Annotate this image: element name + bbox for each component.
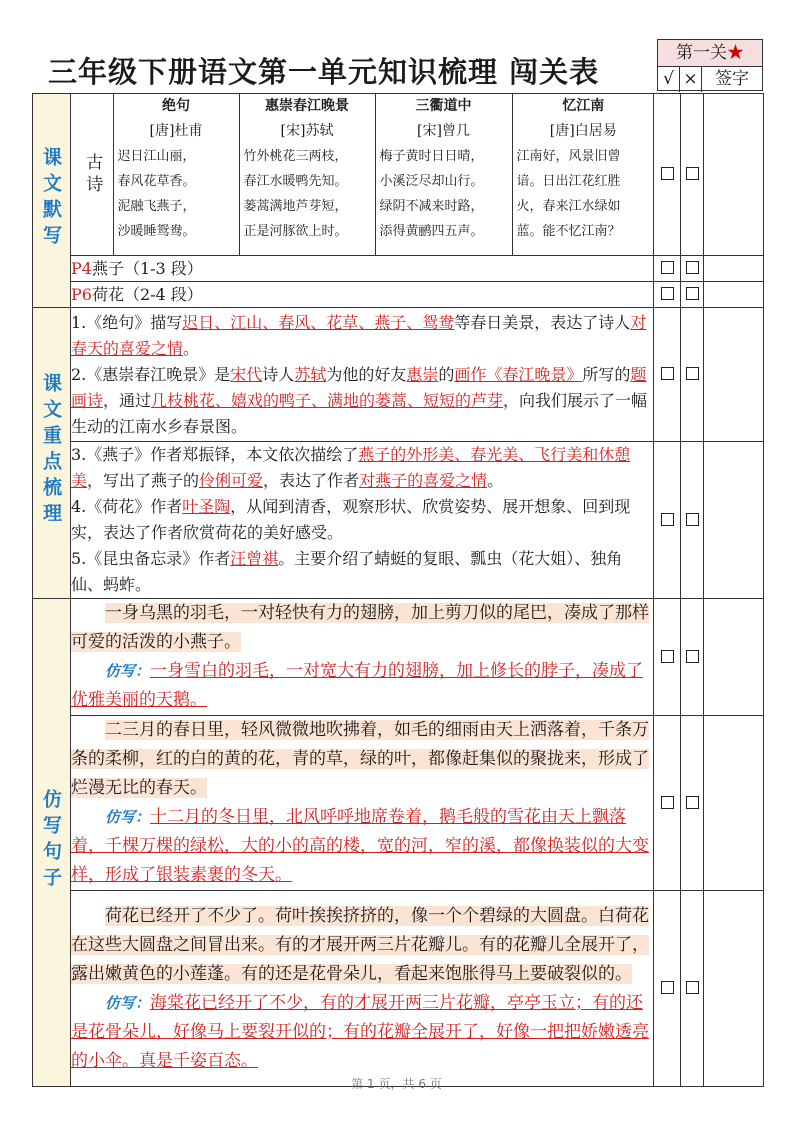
poem-4: 忆江南 [唐]白居易 江南好，风景旧曾 谙。日出江花红胜 火，春来江水绿如 蓝。能不忆江南？	[516, 98, 621, 239]
section-key-points: 课文重点梳理	[33, 308, 71, 599]
checkbox[interactable]	[686, 513, 699, 526]
points-cell-1	[71, 308, 654, 442]
stage-label: 第一关★	[658, 40, 762, 67]
check-wrong[interactable]	[681, 256, 704, 282]
point-3: 3.《燕子》作者郑振铎，本文依次描绘了燕子的外形美、春光美、飞行美和休憩美，写出了燕子的伶俐可爱，表达了作者对燕子的喜爱之情。	[71, 445, 631, 490]
original-sentence: 一身乌黑的羽毛，一对轻快有力的翅膀，加上剪刀似的尾巴，凑成了那样可爱的活泼的小燕子。	[71, 603, 649, 652]
page-title: 三年级下册语文第一单元知识梳理 闯关表	[48, 55, 600, 89]
checkbox[interactable]	[686, 796, 699, 809]
check-wrong[interactable]	[681, 442, 704, 599]
check-wrong[interactable]	[681, 282, 704, 308]
checkbox[interactable]	[661, 367, 674, 380]
poem-1: 绝句 [唐]杜甫 迟日江山丽， 春风花草香。 泥融飞燕子， 沙暖睡鸳鸯。	[113, 94, 239, 255]
checkbox[interactable]	[661, 650, 674, 663]
poem-2: 惠崇春江晚景 [宋]苏轼 竹外桃花三两枝， 春江水暖鸭先知。 蒌蒿满地芦芽短， 正是河豚欲上时。	[239, 94, 375, 255]
checkbox[interactable]	[686, 261, 699, 274]
original-sentence: 二三月的春日里，轻风微微地吹拂着，如毛的细雨由天上洒落着，千条万条的柔柳，红的白的黄的花，青的草，绿的叶，都像赶集似的聚拢来，形成了烂漫无比的春天。	[71, 720, 649, 798]
check-right[interactable]	[654, 891, 681, 1087]
checkbox[interactable]	[686, 367, 699, 380]
imitation-answer: 仿写：海棠花已经开了不少，有的才展开两三片花瓣，亭亭玉立；有的还是花骨朵儿，好像马上要裂开似的；有的花瓣全展开了，好像一把把娇嫩透亮的小伞。真是千姿百态。	[71, 992, 649, 1071]
sign-header: 签字	[715, 69, 749, 89]
check-wrong[interactable]	[681, 599, 704, 716]
point-2: 2.《惠崇春江晚景》是宋代诗人苏轼为他的好友惠崇的画作《春江晚景》所写的题画诗，通过几枝桃花、嬉戏的鸭子、满地的蒌蒿、短短的芦芽，向我们展示了一幅生动的江南水乡春景图。	[71, 364, 648, 436]
checklist-table	[32, 93, 764, 1087]
recite-row-1: P4燕子（1-3 段）	[71, 256, 654, 282]
check-wrong[interactable]	[681, 716, 704, 891]
gushi-label: 古诗	[71, 94, 113, 255]
check-right[interactable]	[654, 442, 681, 599]
check-wrong[interactable]	[681, 891, 704, 1087]
checkbox[interactable]	[686, 650, 699, 663]
wrong-header: ×	[680, 67, 702, 92]
check-wrong[interactable]	[681, 308, 704, 442]
point-5: 5.《昆虫备忘录》作者汪曾祺。主要介绍了蜻蜓的复眼、瓢虫（花大姐）、独角仙、蚂蚱。	[71, 549, 623, 594]
imitation-1	[71, 599, 654, 716]
check-right[interactable]	[654, 256, 681, 282]
point-4: 4.《荷花》作者叶圣陶，从闻到清香，观察形状、欣赏姿势、展开想象、回到现实，表达了作者欣赏荷花的美好感受。	[71, 497, 631, 542]
right-header: √	[658, 67, 680, 92]
checkbox[interactable]	[661, 261, 674, 274]
checkbox[interactable]	[661, 167, 674, 180]
sign-cell[interactable]	[704, 94, 764, 256]
checkbox[interactable]	[661, 796, 674, 809]
points-cell-2	[71, 442, 654, 599]
sign-cell[interactable]	[704, 716, 764, 891]
check-wrong[interactable]	[681, 94, 704, 256]
star-icon: ★	[727, 43, 744, 63]
original-sentence: 荷花已经开了不少了。荷叶挨挨挤挤的，像一个个碧绿的大圆盘。白荷花在这些大圆盘之间冒出来。有的才展开两三片花瓣儿。有的花瓣儿全展开了，露出嫩黄色的小莲蓬。有的还是花骨朵儿，看起来饱胀得马上要破裂似的。	[71, 905, 649, 984]
sign-cell[interactable]	[704, 442, 764, 599]
checkbox[interactable]	[686, 287, 699, 300]
stage-box	[657, 39, 763, 91]
checkbox[interactable]	[686, 167, 699, 180]
imitation-answer: 仿写：十二月的冬日里，北风呼呼地席卷着，鹅毛般的雪花由天上飘落着，千棵万棵的绿松，大的小的高的楼，宽的河，窄的溪，都像换装似的大变样，形成了银装素裹的冬天。	[71, 807, 649, 885]
check-right[interactable]	[654, 308, 681, 442]
page-footer: 第 1 页，共 6 页	[351, 1077, 442, 1091]
check-right[interactable]	[654, 282, 681, 308]
checkbox[interactable]	[661, 981, 674, 994]
imitation-answer: 仿写：一身雪白的羽毛，一对宽大有力的翅膀，加上修长的脖子，凑成了优雅美丽的天鹅。	[71, 661, 644, 710]
sign-cell[interactable]	[704, 891, 764, 1087]
checkbox[interactable]	[686, 981, 699, 994]
sign-cell[interactable]	[704, 282, 764, 308]
imitation-3	[71, 891, 654, 1087]
checkbox[interactable]	[661, 513, 674, 526]
poem-3: 三衢道中 [宋]曾几 梅子黄时日日晴， 小溪泛尽却山行。 绿阴不减来时路， 添得黄鹂四五声。	[375, 94, 512, 255]
recite-row-2: P6荷花（2-4 段）	[71, 282, 654, 308]
sign-cell[interactable]	[704, 599, 764, 716]
point-1: 1.《绝句》描写迟日、江山、春风、花草、燕子、鸳鸯等春日美景，表达了诗人对春天的喜爱之情。	[71, 312, 647, 358]
section-recite: 课文默写	[33, 94, 71, 308]
check-right[interactable]	[654, 94, 681, 256]
check-right[interactable]	[654, 716, 681, 891]
imitation-2	[71, 716, 654, 891]
checkbox[interactable]	[661, 287, 674, 300]
sign-cell[interactable]	[704, 256, 764, 282]
sign-cell[interactable]	[704, 308, 764, 442]
poems-cell	[71, 94, 654, 256]
check-right[interactable]	[654, 599, 681, 716]
poems-table	[71, 94, 654, 255]
section-imitation: 仿写句子	[33, 599, 71, 1087]
